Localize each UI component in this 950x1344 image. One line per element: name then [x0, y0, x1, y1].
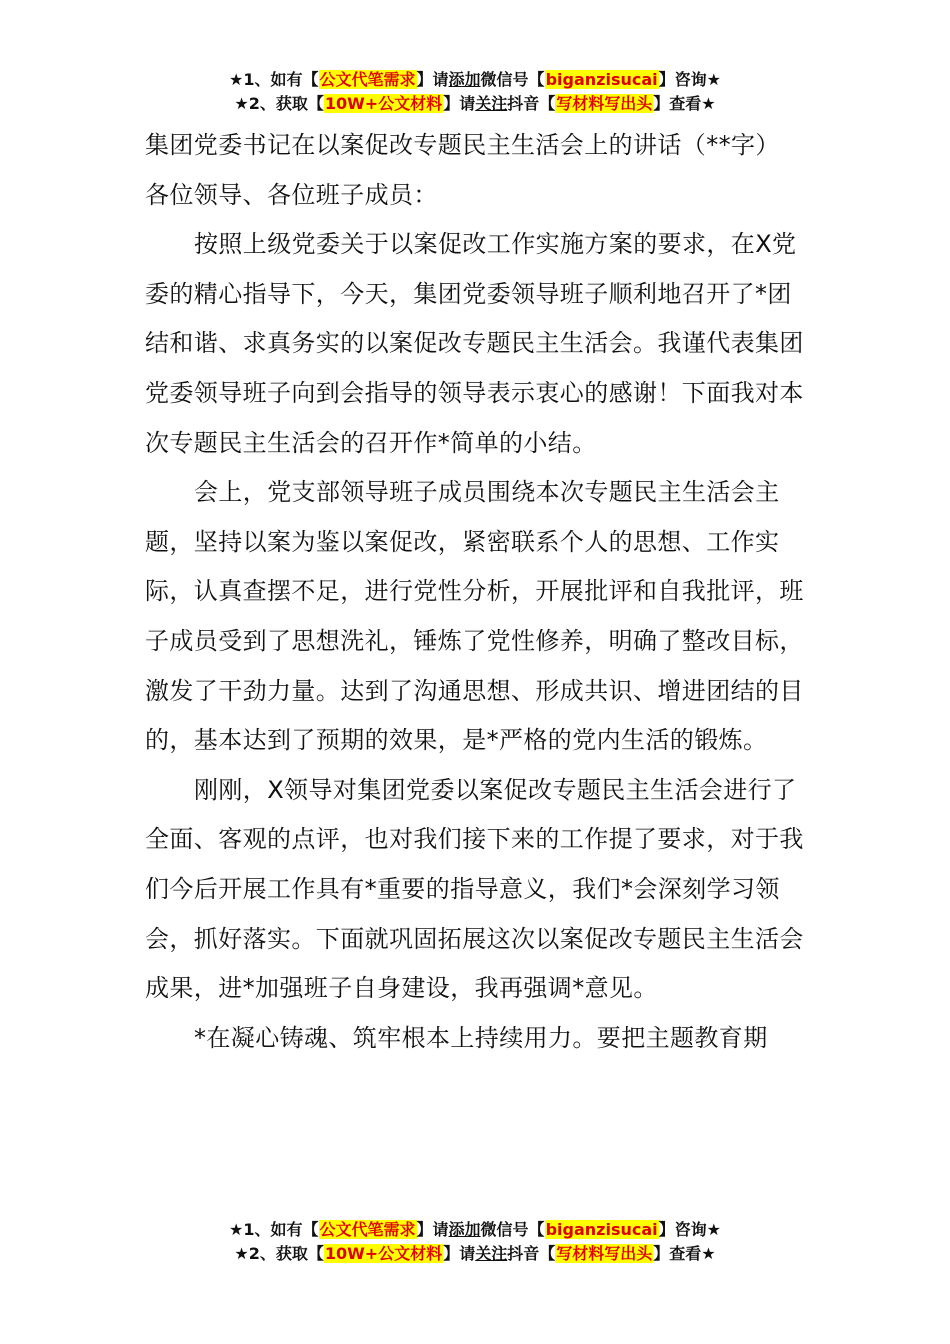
- highlighted-text: 10W+公文材料: [324, 1244, 443, 1263]
- underlined-text: 关注: [475, 1244, 508, 1263]
- banner-text: 】咨询★: [658, 70, 721, 89]
- banner-line-1: [0, 68, 950, 92]
- highlighted-text: biganzisucai: [545, 1220, 658, 1239]
- highlighted-text: 公文代笔需求: [319, 70, 416, 89]
- banner-text: ★1、如有【: [229, 1220, 319, 1239]
- underlined-text: 添加: [448, 70, 481, 89]
- banner-text: ★2、获取【: [234, 94, 324, 113]
- underlined-text: 关注: [475, 94, 508, 113]
- underlined-text: 添加: [448, 1220, 481, 1239]
- paragraph: *在凝心铸魂、筑牢根本上持续用力。要把主题教育期: [194, 1023, 768, 1052]
- highlighted-text: 10W+公文材料: [324, 94, 443, 113]
- paragraph: 会上，党支部领导班子成员围绕本次专题民主生活会主题，坚持以案为鉴以案促改，紧密联系个人的思想、工作实际，认真查摆不足，进行党性分析，开展批评和自我批评，班子成员受到了思想洗礼，锤炼了党性修养，明确了整改目标，激发了干劲力量。达到了沟通思想、形成共识、增进团结的目的，基本达到了预期的效果，是*严格的党内生活的锻炼。: [145, 478, 804, 755]
- highlighted-text: 写材料写出头: [556, 94, 653, 113]
- highlighted-text: 公文代笔需求: [319, 1220, 416, 1239]
- banner-text: 】咨询★: [658, 1220, 721, 1239]
- banner-text: 】请: [416, 1220, 449, 1239]
- banner-line-2: [0, 1242, 950, 1266]
- paragraph: 刚刚，X领导对集团党委以案促改专题民主生活会进行了全面、客观的点评，也对我们接下来的工作提了要求，对于我们今后开展工作具有*重要的指导意义，我们*会深刻学习领会，抓好落实。下面就巩固拓展这次以案促改专题民主生活会成果，进*加强班子自身建设，我再强调*意见。: [145, 775, 804, 1003]
- banner-text: ★1、如有【: [229, 70, 319, 89]
- highlighted-text: 写材料写出头: [556, 1244, 653, 1263]
- banner-text: 微信号【: [480, 70, 545, 89]
- banner-text: 】请: [443, 94, 476, 113]
- banner-text: 】请: [416, 70, 449, 89]
- banner-line-1: [0, 1218, 950, 1242]
- document-body: [145, 121, 810, 1063]
- salutation: 各位领导、各位班子成员：: [145, 180, 438, 209]
- banner-line-2: [0, 92, 950, 116]
- banner-text: 抖音【: [507, 1244, 556, 1263]
- paragraph: 按照上级党委关于以案促改工作实施方案的要求，在X党委的精心指导下，今天，集团党委领导班子顺利地召开了*团结和谐、求真务实的以案促改专题民主生活会。我谨代表集团党委领导班子向到会指导的领导表示衷心的感谢！下面我对本次专题民主生活会的召开作*简单的小结。: [145, 230, 804, 457]
- banner-text: ★2、获取【: [234, 1244, 324, 1263]
- banner-text: 】查看★: [653, 94, 716, 113]
- banner-text: 抖音【: [507, 94, 556, 113]
- banner-text: 微信号【: [480, 1220, 545, 1239]
- header-banner: [0, 68, 950, 116]
- document-title: 集团党委书记在以案促改专题民主生活会上的讲话（**字）: [145, 131, 780, 159]
- highlighted-text: biganzisucai: [545, 70, 658, 89]
- footer-banner: [0, 1218, 950, 1266]
- banner-text: 】查看★: [653, 1244, 716, 1263]
- banner-text: 】请: [443, 1244, 476, 1263]
